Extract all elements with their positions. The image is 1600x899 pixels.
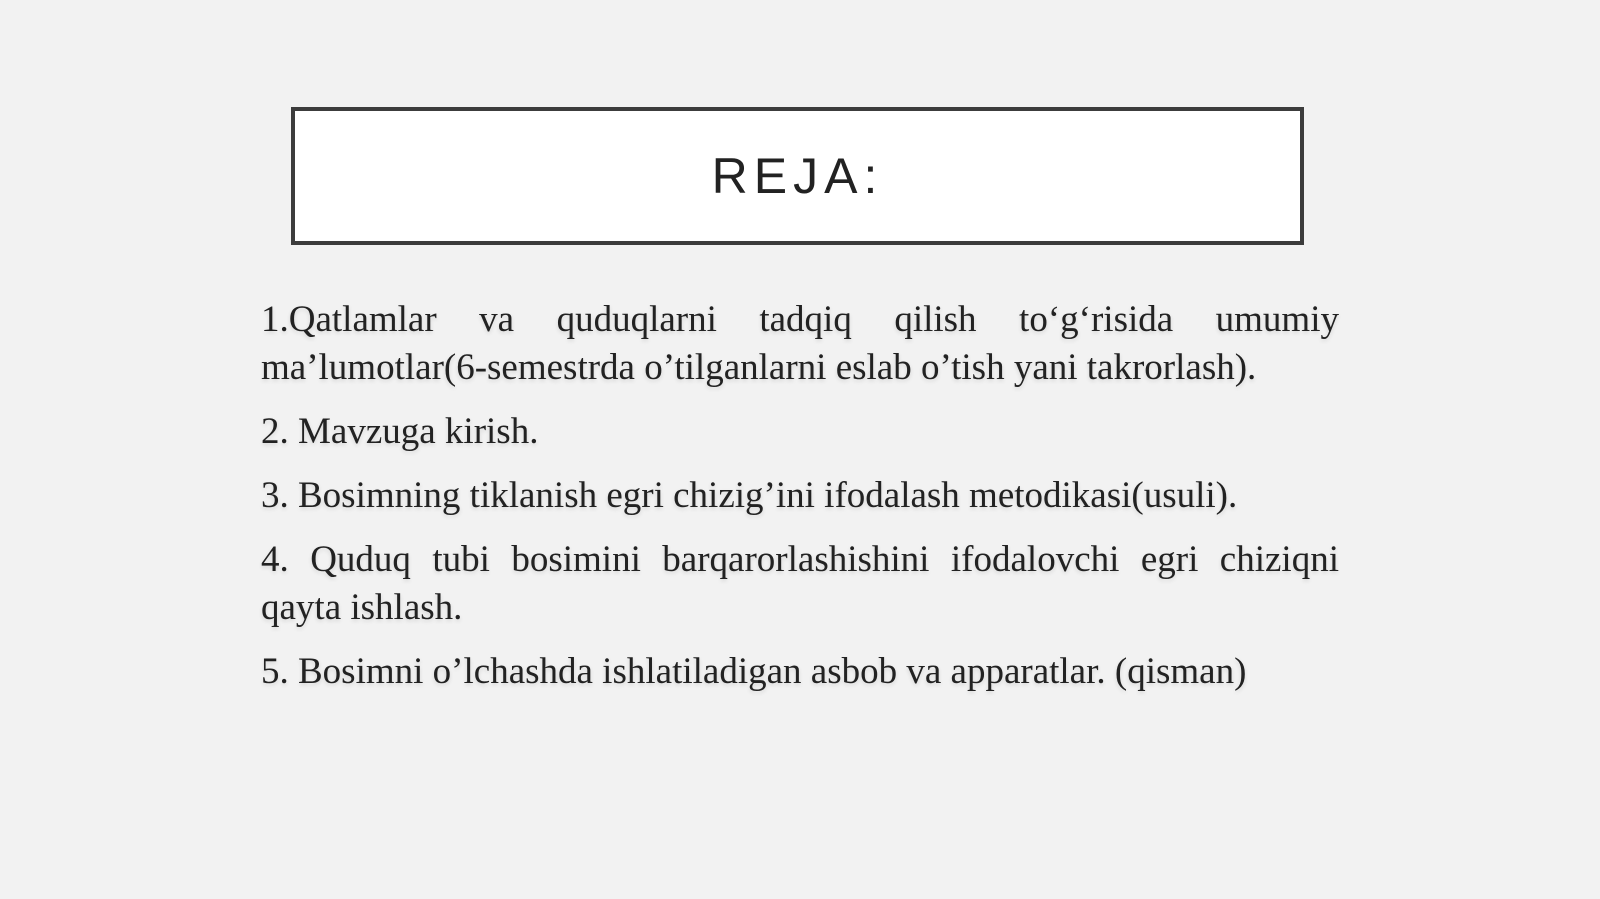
plan-list [261,296,1339,712]
plan-item-5: 5. Bosimni o’lchashda ishlatiladigan asbob va apparatlar. (qisman) [261,651,1247,692]
plan-item-4: 4. Quduq tubi bosimini barqarorlashishini ifodalovchi egri chiziqni qayta ishlash. [261,539,1339,628]
plan-item-3: 3. Bosimning tiklanish egri chizig’ini ifodalash metodikasi(usuli). [261,475,1238,516]
plan-item-1: 1.Qatlamlar va quduqlarni tadqiq qilish to‘g‘risida umumiy ma’lumotlar(6-semestrda o’tilganlarni eslab o’tish yani takrorlash). [261,299,1339,388]
title-box [291,107,1304,245]
slide-title: REJA: [711,148,884,204]
plan-item-2: 2. Mavzuga kirish. [261,411,539,452]
